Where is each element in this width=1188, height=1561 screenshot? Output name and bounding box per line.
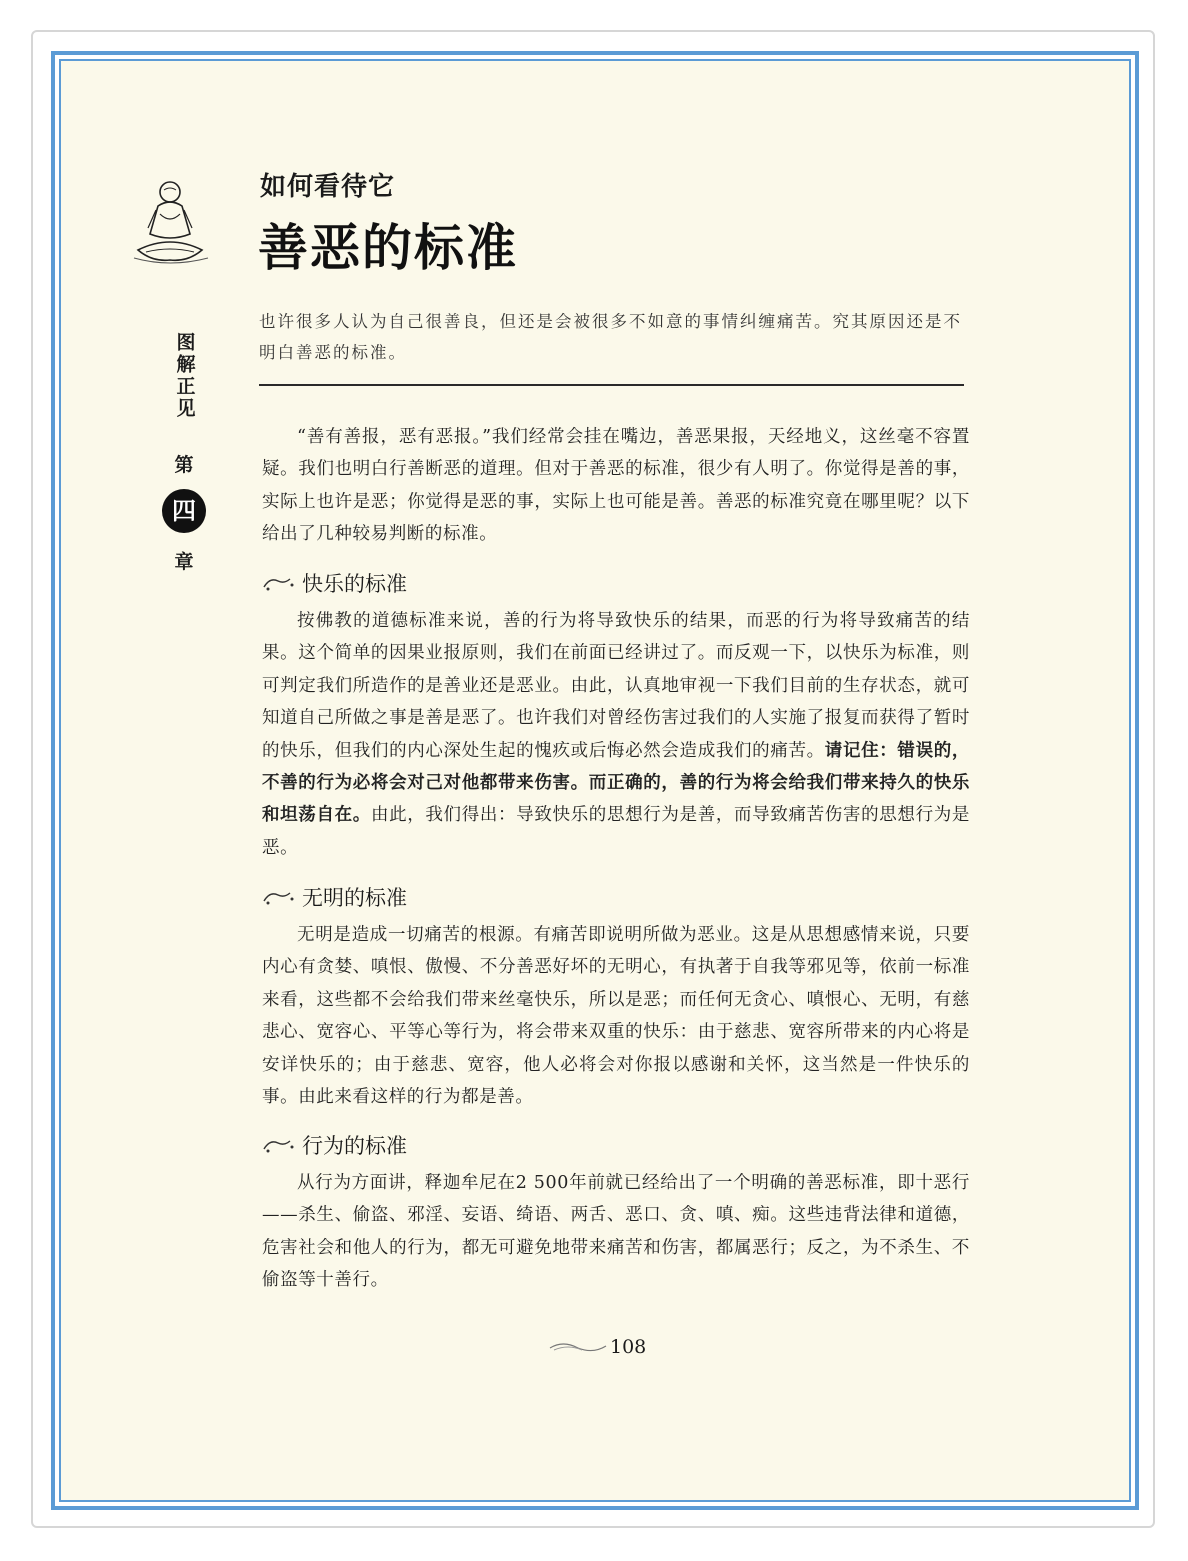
chapter-sidebar [160,332,208,574]
chapter-di-label: 第 [174,454,194,476]
section-ornament-icon [262,1135,296,1155]
opening-paragraph [262,421,970,551]
paragraph: 无明是造成一切痛苦的根源。有痛苦即说明所做为恶业。这是从思想感情来说，只要内心有贪婪、嗔恨、傲慢、不分善恶好坏的无明心，有执著于自我等邪见等，依前一标准来看，这些都不会给我们带来丝毫快乐，所以是恶；而任何无贪心、嗔恨心、无明，有慈悲心、宽容心、平等心等行为，将会带来双重的快乐：由于慈悲、宽容所带来的内心将是安详快乐的；由于慈悲、宽容，他人必将会对你报以感谢和关怀，这当然是一件快乐的事。由此来看这样的行为都是善。 [262,925,970,1108]
intro-text: 也许很多人认为自己很善良，但还是会被很多不如意的事情纠缠痛苦。究其原因还是不明白善恶的标准。 [259,312,962,362]
section-heading-text: 快乐的标准 [302,572,407,596]
section-heading-text: 行为的标准 [302,1134,407,1158]
meditating-monk-illustration [128,172,212,272]
book-title: 图解正见 [173,332,196,420]
page-number: 108 [610,1336,647,1358]
page-subtitle: 如何看待它 [260,172,396,202]
bold-text-run: 请记住：错误的，不善的行为必将会对己对他都带来伤害。而正确的，善的行为将会给我们带来持久的快乐和坦荡自在。 [262,740,970,826]
chapter-number-badge: 四 [162,489,206,533]
paragraph: “善有善报，恶有恶报。”我们经常会挂在嘴边，善恶果报，天经地义，这丝毫不容置疑。我们也明白行善断恶的道理。但对于善恶的标准，很少有人明了。你觉得是善的事，实际上也许是恶；你觉得是恶的事，实际上也可能是善。善恶的标准究竟在哪里呢？以下给出了几种较易判断的标准。 [262,427,970,545]
page-ornament-icon [548,1338,608,1356]
section-heading-ignorance [262,882,407,912]
section-body-happiness [262,605,970,864]
paragraph [262,605,970,864]
section-heading-text: 无明的标准 [302,886,407,910]
section-heading-conduct [262,1130,407,1160]
section-ornament-icon [262,573,296,593]
page-title: 善恶的标准 [258,218,518,277]
section-body-conduct [262,1167,970,1297]
paragraph: 从行为方面讲，释迦牟尼在2 500年前就已经给出了一个明确的善恶标准，即十恶行——杀生、偷盗、邪淫、妄语、绮语、两舌、恶口、贪、嗔、痴。这些违背法律和道德，危害社会和他人的行为，都无可避免地带来痛苦和伤害，都属恶行；反之，为不杀生、不偷盗等十善行。 [262,1173,970,1291]
section-body-ignorance [262,919,970,1113]
page-number-footer [548,1336,646,1358]
section-heading-happiness [262,568,407,598]
chapter-zhang-label: 章 [174,551,194,573]
text-run: 由此，我们得出：导致快乐的思想行为是善，而导致痛苦伤害的思想行为是恶。 [262,805,970,858]
divider-rule [259,384,964,386]
section-ornament-icon [262,887,296,907]
text-run: 按佛教的道德标准来说，善的行为将导致快乐的结果，而恶的行为将导致痛苦的结果。这个简单的因果业报原则，我们在前面已经讲过了。而反观一下，以快乐为标准，则可判定我们所造作的是善业还是恶业。由此，认真地审视一下我们目前的生存状态，就可知道自己所做之事是善是恶了。也许我们对曾经伤害过我们的人实施了报复而获得了暂时的快乐，但我们的内心深处生起的愧疚或后悔必然会造成我们的痛苦。 [262,611,970,761]
